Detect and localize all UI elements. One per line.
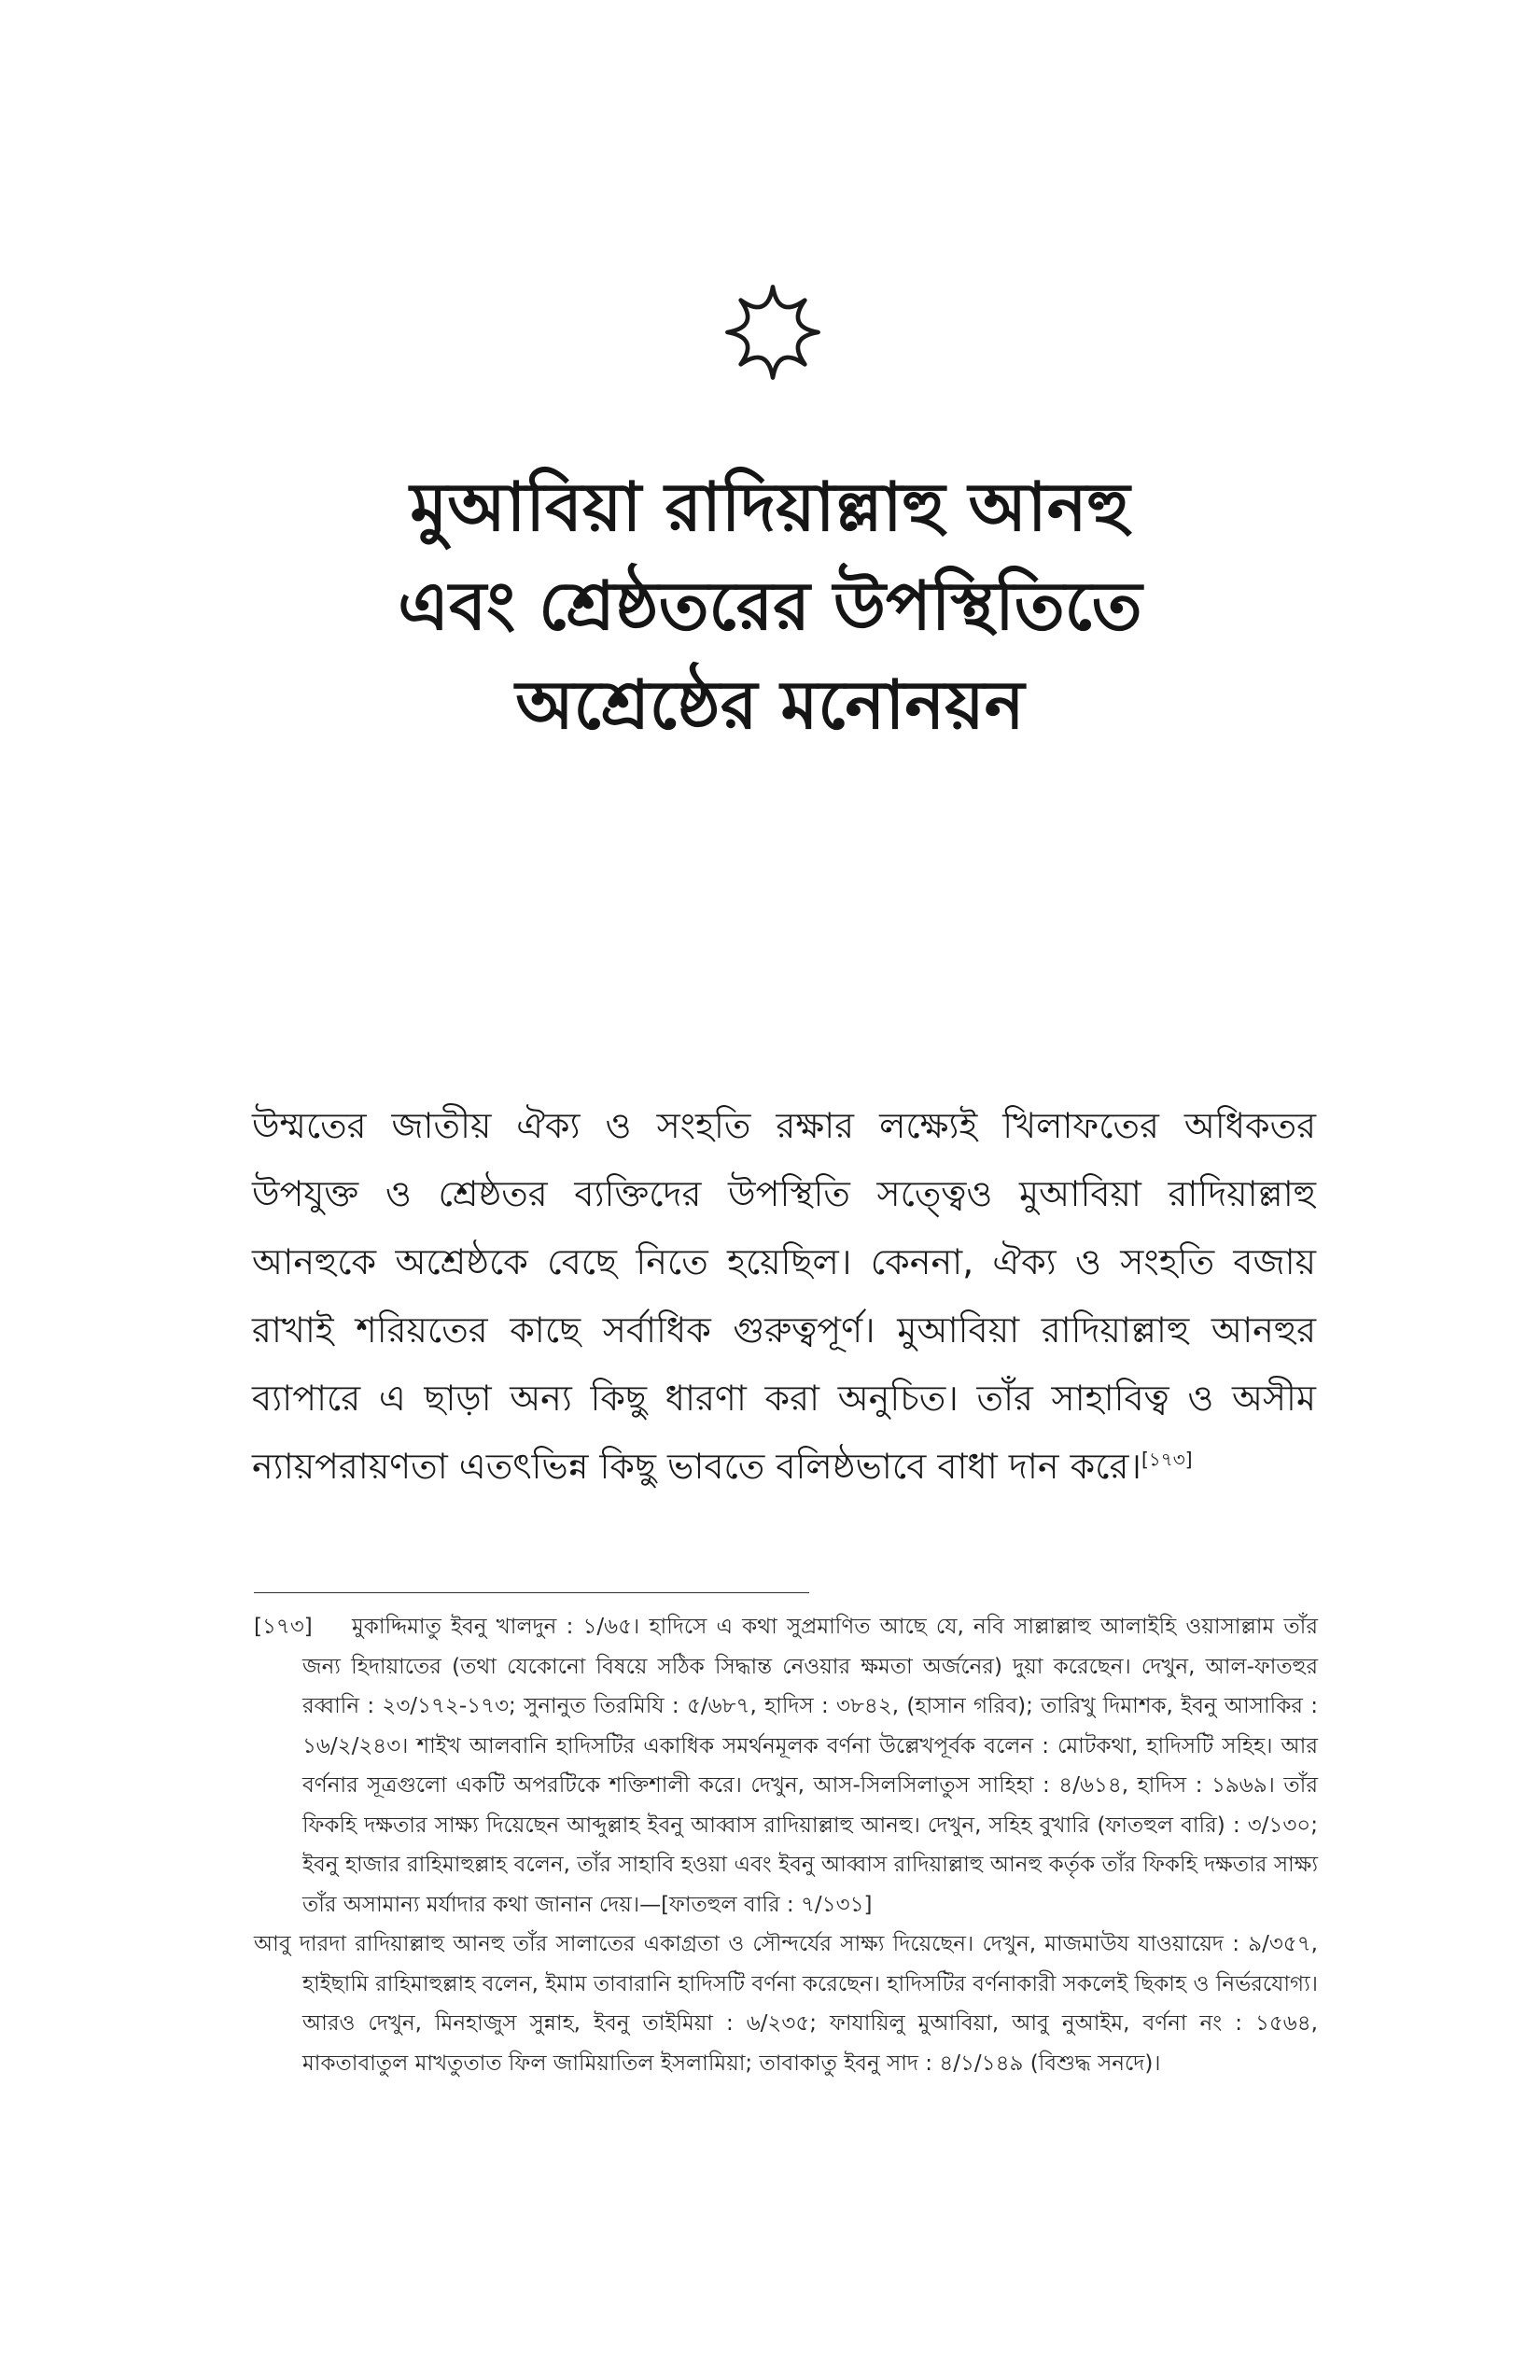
footnote-reference: [১৭৩] (1141, 1448, 1193, 1471)
chapter-title-line-2: এবং শ্রেষ্ঠতরের উপস্থিতিতে (398, 567, 1142, 645)
footnote-continuation-text: আবু দারদা রাদিয়াল্লাহু আনহু তাঁর সালাতের একাগ্রতা ও সৌন্দর্যের সাক্ষ্য দিয়েছেন। দেখুন, মাজমাউয যাওয়ায়েদ : ৯/৩৫৭, হাইছামি রাহিমাহুল্লাহ বলেন, ইমাম তাবারানি হাদিসটি বর্ণনা করেছেন। হাদিসটির বর্ণনাকারী সকলেই ছিকাহ ও নির্ভরযোগ্য। আরও দেখুন, মিনহাজুস সুন্নাহ, ইবনু তাইমিয়া : ৬/২৩৫; ফাযায়িলু মুআবিয়া, আবু নুআইম, বর্ণনা নং : ১৫৬৪, মাকতাবাতুল মাখতুতাত ফিল জামিয়াতিল ইসলামিয়া; তাবাকাতু ইবনু সাদ : ৪/১/১৪৯ (বিশুদ্ধ সনদে)। (254, 1932, 1318, 2076)
footnote-continuation (254, 1925, 1318, 2083)
footnote-number: [১৭৩] (254, 1615, 313, 1639)
chapter-title (0, 457, 1540, 754)
footnote-173 (254, 1607, 1318, 1925)
footnotes-section (254, 1607, 1318, 2083)
chapter-title-line-1: মুআবিয়া রাদিয়াল্লাহু আনহু (410, 468, 1130, 546)
chapter-title-line-3: অশ্রেষ্ঠের মনোনয়ন (515, 665, 1025, 744)
footnote-text: মুকাদ্দিমাতু ইবনু খালদুন : ১/৬৫। হাদিসে এ কথা সুপ্রমাণিত আছে যে, নবি সাল্লাল্লাহু আলাইহি ওয়াসাল্লাম তাঁর জন্য হিদায়াতের (তথা যেকোনো বিষয়ে সঠিক সিদ্ধান্ত নেওয়ার ক্ষমতা অর্জনের) দুয়া করেছেন। দেখুন, আল-ফাতহুর রব্বানি : ২৩/১৭২-১৭৩; সুনানুত তিরমিযি : ৫/৬৮৭, হাদিস : ৩৮৪২, (হাসান গরিব); তারিখু দিমাশক, ইবনু আসাকির : ১৬/২/২৪৩। শাইখ আলবানি হাদিসটির একাধিক সমর্থনমূলক বর্ণনা উল্লেখপূর্বক বলেন : মোটকথা, হাদিসটি সহিহ। আর বর্ণনার সূত্রগুলো একটি অপরটিকে শক্তিশালী করে। দেখুন, আস-সিলসিলাতুস সাহিহা : ৪/৬১৪, হাদিস : ১৯৬৯। তাঁর ফিকহি দক্ষতার সাক্ষ্য দিয়েছেন আব্দুল্লাহ ইবনু আব্বাস রাদিয়াল্লাহু আনহু। দেখুন, সহিহ বুখারি (ফাতহুল বারি) : ৩/১৩০; ইবনু হাজার রাহিমাহুল্লাহ বলেন, তাঁর সাহাবি হওয়া এবং ইবনু আব্বাস রাদিয়াল্লাহু আনহু কর্তৃক তাঁর ফিকহি দক্ষতার সাক্ষ্য তাঁর অসামান্য মর্যাদার কথা জানান দেয়।—[ফাতহুল বারি : ৭/১৩১] (302, 1615, 1318, 1917)
eight-point-star-ornament-icon (721, 280, 825, 385)
body-paragraph (252, 1092, 1316, 1501)
body-paragraph-text: উম্মতের জাতীয় ঐক্য ও সংহতি রক্ষার লক্ষ্যেই খিলাফতের অধিকতর উপযুক্ত ও শ্রেষ্ঠতর ব্যক্তিদের উপস্থিতি সত্ত্বেও মুআবিয়া রাদিয়াল্লাহু আনহুকে অশ্রেষ্ঠকে বেছে নিতে হয়েছিল। কেননা, ঐক্য ও সংহতি বজায় রাখাই শরিয়তের কাছে সর্বাধিক গুরুত্বপূর্ণ। মুআবিয়া রাদিয়াল্লাহু আনহুর ব্যাপারে এ ছাড়া অন্য কিছু ধারণা করা অনুচিত। তাঁর সাহাবিত্ব ও অসীম ন্যায়পরায়ণতা এতৎভিন্ন কিছু ভাবতে বলিষ্ঠভাবে বাধা দান করে। (252, 1105, 1316, 1487)
footnote-divider (254, 1592, 809, 1593)
